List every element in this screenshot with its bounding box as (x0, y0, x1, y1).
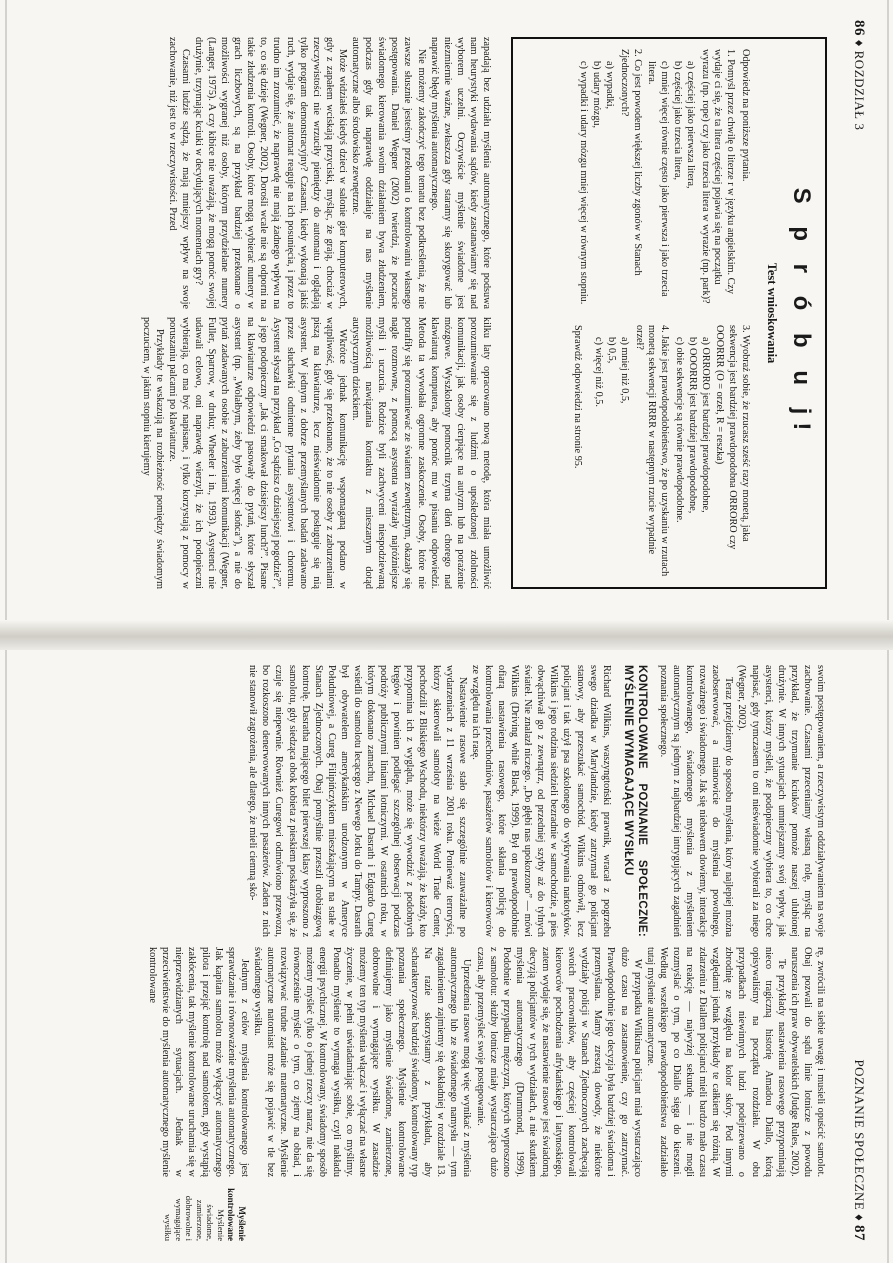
left-page-column-1 (166, 37, 493, 309)
box-intro: Odpowiedz na poniższe pytania. (740, 49, 751, 182)
q1-option-c: c) mniej więcej równie często jako pierwsza i jako trzecia litera. (646, 61, 671, 297)
paragraph: Uprzedzenia rasowe mogą więc wynikać z myślenia automatycznego lub ze świadomego namysłu — tym zagadnieniem zajmiemy się dokładniej w rozdziale 13. Na razie skorzystamy z przykładu, aby scharakteryzować bardziej świadomy, kontrolowany typ poznania społecznego. Myślenie kontrolowane definiujemy jako myślenie świadome, zamierzone, dobrowolne i wymagające wysiłku. W zasadzie możemy ten typ myślenia włączać i wyłączać na własne życzenie, w pełni uświadamiając sobie, co myślimy. Ponadto myślenie to wymaga wysiłku, czyli nakładu energii psychicznej. W kontrolowany, świadomy sposób możemy myśleć tylko o jednej rzeczy naraz, nie da się równocześnie myśleć o tym, co zjemy na obiad, i rozwiązywać trudne zadanie matematyczne. Myślenie automatyczne natomiast może się pojawić w tle bez świadomego wysiłku. (251, 947, 473, 1177)
header-bullet: ♦ (852, 1214, 867, 1222)
paragraph: Nastawienie rasowe stało się szczególnie zauważalne po wydarzeniach z 11 września 2001 roku. Ponieważ terroryści, którzy skierowali samoloty na wieże World Trade Center, pochodzili z Bliskiego Wschodu, niektórzy uważają, że każdy, kto przypomina ich z wyglądu, może się wywodzić z podobnych kręgów i powinien podlegać szczególnej obserwacji podczas podróży publicznymi liniami lotniczymi. W ostatnich roku, w którym dokonano zamachu, Michael Dasrath i Edgardo Cureg wsiedli do samolotu lecącego z Newego Jorku do Tampy. Dasrath był obywatelem amerykańskim urodzonym w Ameryce Południowej, a Cureg Filipińczykiem mieszkającym na stałe w Stanach Zjednoczonych. Obaj pomyślnie przeszli drobiazgową kontrolę. Dasratha mającego bilet pierwszej klasy wyproszono z samolotu, gdy siedząca obok kobieta z pieskiem poskarżyła się, że czuje się niepewnie. Również Curegowi odmówiono przewozu, bo rozkoszono denerwowanych innych pasażerów. Żaden z nich nie stanowił zagrożenia, ale dlatego, że mieli ciemną skó- (247, 665, 468, 937)
header-bullet: ♦ (852, 39, 867, 47)
q1-option-a: a) częściej jako pierwsza litera, (684, 61, 696, 189)
paragraph: Teraz przejdziemy do sposobu myślenia, który najlepiej można zaobserwować, a mianowicie do myślenia powolnego, rozważnego i świadomego. Jak się niebawem dowiemy, interakcje kontrolowanego, świadomego myślenia z myśleniem automatycznym są jednym z najbardziej intrygujących zagadnień poznania społecznego. (657, 665, 735, 937)
page-number: 87 (851, 1225, 867, 1241)
right-page-header (850, 1059, 867, 1241)
q4-option-a: a) mniej niż 0,5, (618, 337, 630, 404)
question-4: 4. Jakie jest prawdopodobieństwo, że po uzyskaniu w rzutach monetą sekwencji RRRR w następnym rzucie wypadnie orzeł? (633, 325, 671, 577)
running-head: ROZDZIAŁ 3 (852, 50, 867, 131)
paragraph: W przypadku Wilkinsa policjant miał wystarczająco dużo czasu na zastanowienie, czy go zatrzymać. Prawdopodobnie jego decyzja była bardziej świadoma i przemyślana. Mamy zresztą dowody, że niektóre wydziały policji w Stanach Zjednoczonych zachęcają swoich pracowników, aby częściej kontrolowali kierowców pochodzenia afrykańskiego i latynoskiego, zatem wydaje się, że nastawienie rasowe jest świadomą decyzją policjantów w tych wydziałach, a nie skutkiem myślenia automatycznego (Drummond, 1999). Podobnie w przypadku mężczyzn, których wyproszono z samolotu: służby lotnicze miały wystarczająco dużo czasu, aby przemyśleć swoje postępowanie. (474, 947, 643, 1177)
paragraph: Może widziałeś kiedyś dzieci w salonie gier komputerowych, gdy z zapałem wciskają przyciski, myśląc, że grają, chociaż w rzeczywistości nie wrzuciły pieniędzy do automatu i oglądają tylko program demonstracyjny? Czasami, kiedy wykonają jakiś ruch, wydaje się, że automat reaguje na ich posunięcia, i przez to trudno im zrozumieć, że naprawdę nie mają żadnego wpływu na to, co się dzieje (Wegner, 2002). Dorośli wcale nie są odporni na takie złudzenia kontroli. Osoby, które mogą wybierać numery w grach liczbowych, są na przykład bardziej przekonane o możliwości wygranej niż osoby, którym przydzielane numery (Langer, 1975). A czy kibice nie uważają, że mogą pomóc swojej drużynie, trzymając kciuki w decydujących momentach gry? (192, 37, 348, 309)
margin-note (163, 1181, 247, 1241)
paragraph: swoim postępowaniem, a rzeczywistym oddziaływaniem na swoje zachowanie. Czasami przeceniamy własną rolę, myśląc na przykład, że trzymanie kciuków pomoże naszej ulubionej drużynie. W innych sytuacjach umniejszamy swój wpływ, jak asystenci, którzy myśleli, że podopieczny wybiera to, co chce napisać, gdy tymczasem to oni nieświadomie wybierali za niego (Wegner, 2002). (736, 665, 826, 937)
section-heading: KONTROLOWANE POZNANIE SPOŁECZNE: MYŚLENIE WYMAGAJĄCE WYSIŁKU (621, 665, 648, 937)
q2-option-b: b) udary mózgu, (591, 61, 603, 129)
paragraph: zapadają bez udziału myślenia automatycznego, które podsuwa nam heurystyki wydawania sądów, kiedy zastanawiamy się nad wyborem uczelni. Oczywiście myślenie świadome jest niezmiernie ważne, zwłaszcza gdy staramy się skorygować lub naprawić błędy myślenia automatycznego. (428, 37, 492, 309)
running-head: POZNANIE SPOŁECZNE (852, 1059, 867, 1211)
paragraph: Wkrótce jednak komunikację wspomaganą podano w wątpliwość, gdy się przekonano, że to nie osoby z zaburzeniami piszą na klawiaturze, lecz nieświadomie posługuje się nią asystent. W jednym z dobrze przemyślanych badań zadawano przez słuchawki odmienne pytania asystentowi i choremu. Asystent słyszał na przykład „Co sądzisz o dzisiejszej pogodzie?”, a jego podopieczny „Jak ci smakował dzisiejszy lunch?”. Pisane na klawiaturze odpowiedzi pasowały do pytań, które słyszał asystent (np. „Wolałbym, żeby było więcej słońca”), a nie do pytań zadawanych osobie z zaburzeniami komunikacji (Wegner, Fuller, Sparrow, w druku; Wheeler i in., 1993). Asystenci nie udawali celowo, oni naprawdę wierzyli, że ich podopieczni wybierają, co ma być napisane, i tylko korzystają z pomocy w poruszaniu palcami po klawiaturze. (166, 317, 348, 589)
question-1: 1. Pomyśl przez chwilę o literze r w języku angielskim. Czy wydaje ci się, że ta litera częściej pojawia się na początku wyrazu (np. rope) czy jako trzecia litera w wyrazie (np. park)? (699, 49, 737, 304)
box-subtitle: Test wnioskowania (765, 262, 779, 364)
left-page (0, 12, 893, 612)
margin-note-term: Myślenie kontrolowane (226, 1188, 247, 1241)
q2-option-c: c) wypadki i udary mózgu mniej więcej w równym stopniu. (578, 61, 590, 305)
book-gutter (0, 620, 893, 650)
right-page-column-2 (146, 947, 827, 1177)
paragraph: Przykłady te wskazują na rozbieżność pomiędzy świadomym poczuciem, w jakim stopniu kierujemy (140, 317, 165, 589)
q3-option-c: c) obie sekwencje są równie prawdopodobne. (674, 337, 686, 523)
box-questions-left (577, 49, 751, 311)
question-2: 2. Co jest powodem większej liczby zgonów w Stanach Zjednoczonych? (618, 49, 643, 276)
box-title: S p r ó b u j! (788, 187, 815, 439)
q2-option-a: a) wypadki, (604, 61, 616, 110)
q4-option-c: c) więcej niż 0,5. (593, 337, 605, 407)
question-3: 3. Wyobraź sobie, że rzucasz sześć razy monetą, jaka sekwencja jest bardziej prawdopodobna ORRORO czy OOORRR (O = orzeł, R = reszka) (714, 325, 751, 550)
paragraph: Jednym z celów myślenia kontrolowanego jest sprawdzanie i równoważenie myślenia automatycznego. Jak kapitan samolotu może wyłączyć automatycznego pilota i przejąć kontrolę nad samolotem, gdy wystąpią zakłócenia, tak myślenie kontrolowane uruchamia się w nieprzewidzianych sytuacjach. Jednak w przeciwieństwie do myślenia automatycznego myślenie kontrolowane (147, 947, 250, 1177)
answers-note: Sprawdź odpowiedzi na stronie 95. (572, 325, 584, 469)
left-page-column-2 (139, 317, 493, 589)
q3-option-b: b) OOORRR jest bardziej prawdopodobne, (686, 337, 698, 514)
right-page-column-1 (246, 665, 827, 937)
paragraph: Nie możemy zakończyć tego tematu bez podkreślenia, że nie zawsze słusznie jesteśmy przekonani o kontrolowaniu własnego postępowania. Daniel Wegner (2002) twierdzi, że poczucie świadomego kierowania swoim działaniem bywa złudzeniem, podczas gdy tak naprawdę oddziałuje na nas myślenie automatyczne albo środowisko zewnętrzne. (350, 37, 427, 309)
q4-option-b: b) 0,5, (606, 337, 618, 364)
right-page (0, 651, 893, 1251)
paragraph: kilku laty opracowano nową metodę, która miała umożliwić porozumiewanie się z ludźmi o upośledzonej zdolności komunikacji, jak osoby cierpiące na autyzm lub na porażenie mózgowe. Wyszkolony pomocnik trzyma dłoń chorego nad klawiaturą komputera, aby pomóc mu w pisaniu odpowiedzi. Metoda ta wywołała ogromne zaskoczenie. Osoby, które nie potrafiły się porozumiewać ze światem zewnętrznym, okazały się nagle rozmowne, z pomocą asystenta wyrażały najróżniejsze myśli i uczucia. Rodzice byli zachwyceni niespodziewaną możliwością nawiązania kontaktu z mieszanym dotąd autystycznym dzieckiem. (350, 317, 492, 589)
paragraph: Te przykłady nastawienia rasowego przypominają nieco tragiczną historię Amadou Diallo, którą opisywaliśmy na początku rozdziału. W obu przypadkach niewinnych ludzi podejrzewano o zbrodnię ze względu na kolor skóry. Pod innymi względami jednak przykłady te całkiem się różnią. W zdarzeniu z Diallem policjanci mieli bardzo mało czasu na reakcję — najwyżej sekundę — i nie mogli rozmyślać o tym, po co Diallo sięga do kieszeni. Według wszelkiego prawdopodobieństwa zadziałało tutaj myślenie automatyczne. (644, 947, 787, 1177)
q3-option-a: a) ORRORO jest bardziej prawdopodobne, (699, 337, 711, 513)
margin-note-text: Myślenie świadome, zamierzone, dobrowolne i wymagające wysiłku (163, 1195, 226, 1241)
paragraph: Richard Wilkins, waszyngtoński prawnik, wracał z pogrzebu swego dziadka w Marylandzie, kiedy zatrzymał go policjant stanowy, aby przeszukać samochód. Wilkins odmówił, lecz policjant i tak użył psa szkolonego do wykrywania narkotyków. Wilkins i jego rodzina siedzieli bezradnie w samochodzie, a pies obwąchiwał go z zewnątrz, od przedniej szyby aż do tylnych świateł. Nie znalazł niczego. „Do głębi nas upokorzono” — mówi Wilkins (Driving while Black, 1999). Był on prawdopodobnie ofiarą nastawienia rasowego, które skłania policję do kontrolowania przechodniów, pasażerów samolotów i kierowców ze względu na ich rasę. (469, 665, 612, 937)
paragraph: Czasami ludzie sądzą, że mają mniejszy wpływ na swoje zachowanie, niż jest to w rzeczywistości. Przed (166, 37, 191, 309)
try-it-box (511, 37, 827, 589)
box-questions-right (569, 325, 751, 581)
paragraph: rę, zwrócili na siebie uwagę i musieli opuścić samolot. Obaj pozwali do sądu linie lotnicze z powodu naruszenia ich praw obywatelskich (Judge Rules, 2002). (788, 947, 826, 1177)
page-number: 86 (851, 20, 867, 36)
q1-option-b: b) częściej jako trzecia litera, (672, 61, 684, 181)
left-page-header (850, 20, 867, 130)
